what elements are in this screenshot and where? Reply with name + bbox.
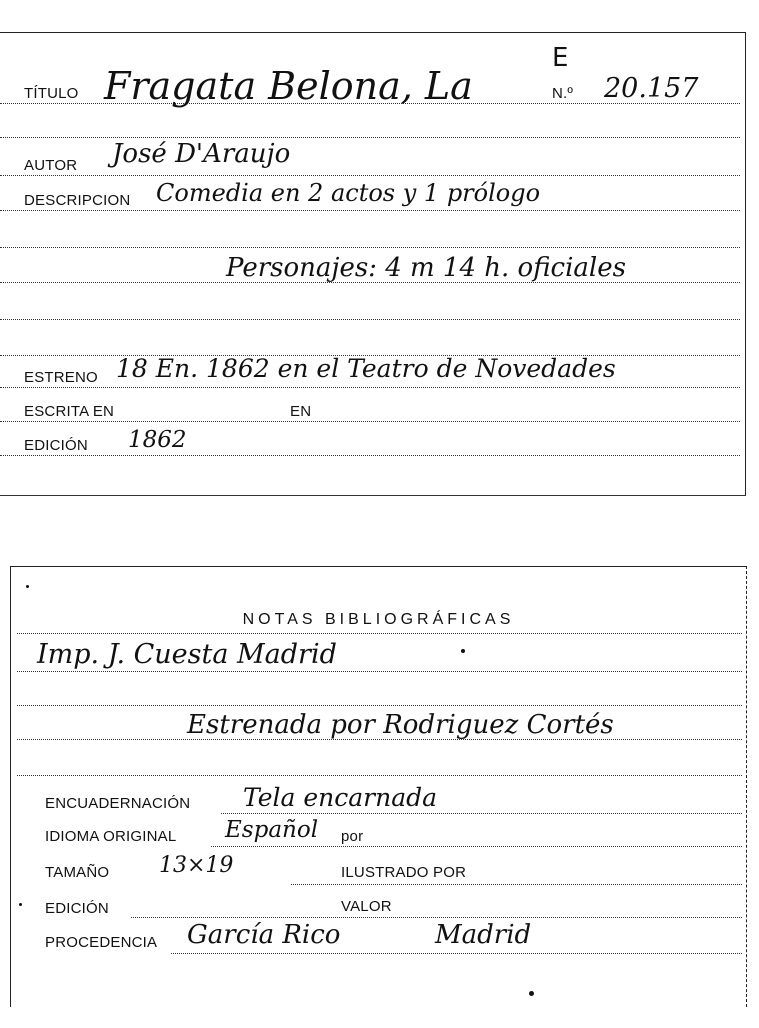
category-letter: E bbox=[552, 43, 569, 73]
catalog-card-main bbox=[0, 32, 746, 496]
procedencia-value: García Rico bbox=[187, 920, 341, 950]
encuadernacion-label: ENCUADERNACIÓN bbox=[45, 795, 191, 812]
idioma-label: IDIOMA ORIGINAL bbox=[45, 828, 177, 845]
notas-heading: NOTAS BIBLIOGRÁFICAS bbox=[242, 611, 515, 628]
catalog-card-notes bbox=[10, 566, 747, 1007]
ilustrado-label: ILUSTRADO POR bbox=[341, 864, 467, 881]
ruled-line bbox=[0, 137, 740, 138]
autor-value: José D'Araujo bbox=[112, 139, 291, 169]
estreno-value: 18 En. 1862 en el Teatro de Novedades bbox=[116, 354, 616, 383]
valor-label: VALOR bbox=[341, 898, 392, 915]
ruled-line bbox=[171, 953, 742, 954]
numero-value: 20.157 bbox=[604, 73, 699, 104]
ruled-line bbox=[0, 421, 740, 422]
por-label: por bbox=[341, 828, 364, 845]
ruled-line bbox=[0, 175, 740, 176]
ruled-line bbox=[17, 671, 742, 672]
procedencia-label: PROCEDENCIA bbox=[45, 934, 158, 951]
ruled-line bbox=[17, 775, 742, 776]
titulo-label: TÍTULO bbox=[24, 85, 79, 102]
ink-dot bbox=[19, 903, 22, 906]
nota-imprenta: Imp. J. Cuesta Madrid bbox=[37, 639, 337, 670]
titulo-value: Fragata Belona, La bbox=[104, 64, 473, 108]
ruled-line bbox=[0, 247, 740, 248]
ruled-line bbox=[17, 633, 742, 634]
ruled-line bbox=[0, 319, 740, 320]
nota-estreno: Estrenada por Rodriguez Cortés bbox=[187, 710, 614, 740]
escrita-en-label: ESCRITA EN bbox=[24, 403, 115, 420]
ruled-line bbox=[0, 387, 740, 388]
autor-label: AUTOR bbox=[24, 157, 78, 174]
ruled-line bbox=[211, 846, 742, 847]
en-label: EN bbox=[290, 403, 312, 420]
ink-dot bbox=[461, 649, 465, 653]
numero-label: N.º bbox=[552, 85, 574, 102]
procedencia-ciudad: Madrid bbox=[435, 920, 532, 950]
tamano-label: TAMAÑO bbox=[45, 864, 110, 881]
edicion-value: 1862 bbox=[128, 427, 187, 453]
ruled-line bbox=[0, 455, 740, 456]
personajes-value: Personajes: 4 m 14 h. oficiales bbox=[226, 253, 626, 283]
descripcion-label: DESCRIPCION bbox=[24, 192, 131, 209]
edicion2-label: EDICIÓN bbox=[45, 900, 109, 917]
ruled-line bbox=[0, 210, 740, 211]
encuadernacion-value: Tela encarnada bbox=[243, 783, 438, 812]
tamano-value: 13×19 bbox=[159, 853, 234, 878]
ink-dot bbox=[529, 991, 534, 996]
ruled-line bbox=[291, 884, 742, 885]
ruled-line bbox=[131, 917, 742, 918]
edicion-label: EDICIÓN bbox=[24, 437, 88, 454]
idioma-value: Español bbox=[225, 817, 319, 843]
ink-dot bbox=[26, 585, 29, 588]
estreno-label: ESTRENO bbox=[24, 369, 98, 386]
ruled-line bbox=[17, 705, 742, 706]
descripcion-value: Comedia en 2 actos y 1 prólogo bbox=[156, 179, 541, 207]
ruled-line bbox=[221, 813, 742, 814]
